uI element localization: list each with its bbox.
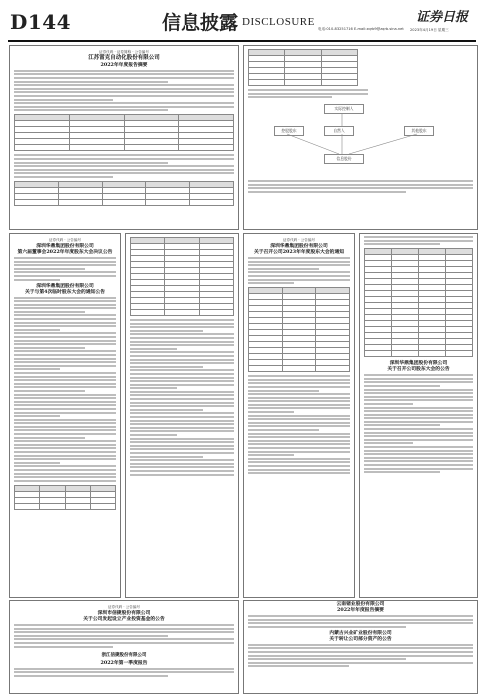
- announcement-title: 关于转让公司部分资产的公告: [329, 635, 392, 642]
- flow-node-center: 自然人: [324, 126, 354, 136]
- data-table: [14, 485, 116, 510]
- announcement-title: 关于公司发起设立产业投资基金的公告: [83, 615, 165, 622]
- announcement-header: 证券代码 · 公告编号: [282, 238, 316, 242]
- announcement-title: 2022年年度报告摘要: [337, 606, 384, 613]
- announcement-panel-8: [243, 600, 478, 694]
- announcement-title: 2022年第一季度报告: [100, 659, 148, 666]
- announcement-panel-5: [243, 233, 355, 598]
- data-table: [364, 248, 473, 357]
- announcement-company: 云南锗业股份有限公司: [336, 601, 385, 607]
- announcement-panel-7: [9, 600, 239, 694]
- flow-node-top: 实际控制人: [324, 104, 364, 114]
- flow-node-left: 控股股东: [274, 126, 304, 136]
- flow-node-bottom: 信息股份: [324, 154, 364, 164]
- announcement-panel-2: [243, 45, 478, 230]
- announcement-company: 浙江信捷股份有限公司: [101, 652, 147, 658]
- page-number: D144: [10, 10, 72, 34]
- announcement-company: 深圳市信捷股份有限公司: [97, 610, 151, 616]
- announcement-company: 深圳华鼎集团股份有限公司: [36, 243, 94, 249]
- page-header: [8, 6, 476, 42]
- announcement-panel-3: [9, 233, 121, 598]
- announcement-company: 深圳华鼎集团股份有限公司: [389, 360, 448, 367]
- announcement-company: 深圳华鼎集团股份有限公司: [270, 243, 328, 249]
- announcement-company: 江苏雷克自动化股份有限公司: [88, 55, 160, 61]
- flow-connectors: [254, 104, 464, 174]
- section-title-en: DISCLOSURE: [242, 16, 315, 28]
- announcement-title: 关于召开公司2023年年度股东大会的通知: [253, 248, 345, 255]
- data-table: [248, 287, 350, 372]
- data-table: [248, 49, 358, 86]
- data-table: [130, 237, 234, 316]
- flow-node-right: 其他股东: [404, 126, 434, 136]
- header-contact: 电话:010-83251716 E-mail:zqrb9@zqrb.sina.net: [318, 27, 404, 31]
- text-block: [14, 70, 234, 112]
- announcement-panel-4: [125, 233, 239, 598]
- announcement-header: 证券代码 · 公告编号: [107, 605, 141, 609]
- announcement-panel-1: [9, 45, 239, 230]
- section-title: 信息披露: [162, 12, 239, 34]
- announcement-panel-6: [359, 233, 478, 598]
- data-table: [14, 114, 234, 151]
- announcement-header: 证券代码 · 公告编号: [48, 238, 82, 242]
- announcement-company: 深圳华鼎集团股份有限公司: [36, 282, 94, 289]
- announcement-company: 内蒙古兴业矿业股份有限公司: [329, 629, 392, 636]
- announcement-title: 关于与第4次临时股东大会的通知公告: [24, 288, 106, 295]
- newspaper-logo: 证券日报: [415, 10, 468, 25]
- announcement-title: 2022年年度报告摘要: [100, 61, 148, 68]
- announcement-title: 第六届董事会2022年年度股东大会决议公告: [17, 248, 113, 255]
- announcement-header: 证券代码 · 证券简称 · 公告编号: [99, 50, 149, 54]
- ownership-flowchart: [254, 104, 467, 174]
- data-table: [14, 181, 234, 206]
- header-date: 2023年4月19日 星期三: [410, 28, 449, 32]
- announcement-title: 关于召开公司股东大会的公告: [387, 366, 450, 373]
